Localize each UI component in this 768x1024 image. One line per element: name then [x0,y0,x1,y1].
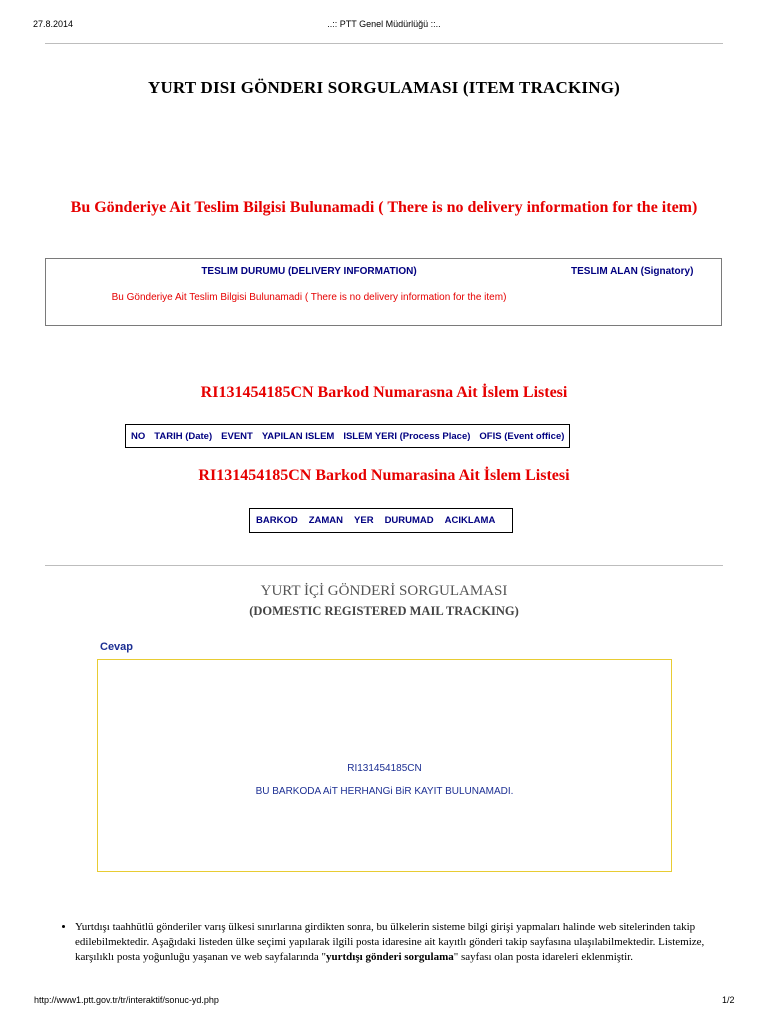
column-header-place: YER [354,515,374,526]
column-header-process-place: ISLEM YERI (Process Place) [343,430,471,442]
signatory-header: TESLIM ALAN (Signatory) [571,266,694,277]
header-divider [45,43,723,44]
event-list-header-row [125,424,570,448]
info-text-bold: yurtdışı gönderi sorgulama [326,951,454,963]
column-header-date: TARIH (Date) [154,430,213,442]
print-footer-page-number: 1/2 [722,995,735,1005]
result-box [97,659,672,872]
column-header-status: DURUMAD [384,515,434,526]
page-title: YURT DISI GÖNDERI SORGULAMASI (ITEM TRACKING) [147,78,621,97]
barcode-list-title: RI131454185CN Barkod Numarasina Ait İslem Listesi [198,467,570,484]
column-header-event-office: OFIS (Event office) [479,430,565,442]
domestic-tracking-title: YURT İÇİ GÖNDERİ SORGULAMASI [260,583,508,599]
print-date: 27.8.2014 [33,19,74,29]
domestic-tracking-subtitle: (DOMESTIC REGISTERED MAIL TRACKING) [249,604,519,618]
result-label: Cevap [100,641,134,653]
column-header-description: ACIKLAMA [444,515,496,526]
result-barcode: RI131454185CN [347,763,422,774]
column-header-action: YAPILAN ISLEM [261,430,335,442]
barcode-list-header-row [249,508,513,533]
print-page-title: ..:: PTT Genel Müdürlüğü ::.. [327,19,441,29]
print-footer-url: http://www1.ptt.gov.tr/tr/interaktif/sonuc-yd.php [34,995,219,1005]
delivery-status-value: Bu Gönderiye Ait Teslim Bilgisi Bulunamadi ( There is no delivery information for the item) [111,292,507,303]
event-list-title: RI131454185CN Barkod Numarasna Ait İslem Listesi [200,384,568,401]
column-header-no: NO [131,430,146,442]
no-delivery-message: Bu Gönderiye Ait Teslim Bilgisi Bulunamadi ( There is no delivery information for the item) [70,199,698,216]
result-message: BU BARKODA AiT HERHANGi BiR KAYIT BULUNAMADI. [255,786,514,797]
delivery-status-header: TESLIM DURUMU (DELIVERY INFORMATION) [201,266,417,277]
column-header-time: ZAMAN [308,515,344,526]
info-list [55,920,745,965]
info-text-start: Yurtdışı taahhütlü gönderiler varış ülkesi sınırlarına girdikten sonra, bu ülkelerin sisteme bilgi girişi yapmaları halinde web sitelerinden takip edilebilmektedir. Aşağıdaki listeden ülke seçimi yapılarak ilgili posta idaresine ait kayıtlı gönderi takip sayfasına ulaşılabilmektedir. Listemize, karşılıklı posta yoğunluğu yaşanan ve web sayfalarında " [75,921,705,963]
column-header-event: EVENT [221,430,253,442]
section-divider [45,565,723,566]
column-header-barcode: BARKOD [256,515,298,526]
info-text-end: " sayfası olan posta idareleri eklenmiştir. [453,951,633,963]
delivery-info-table [45,258,722,326]
info-list-item [75,920,745,965]
